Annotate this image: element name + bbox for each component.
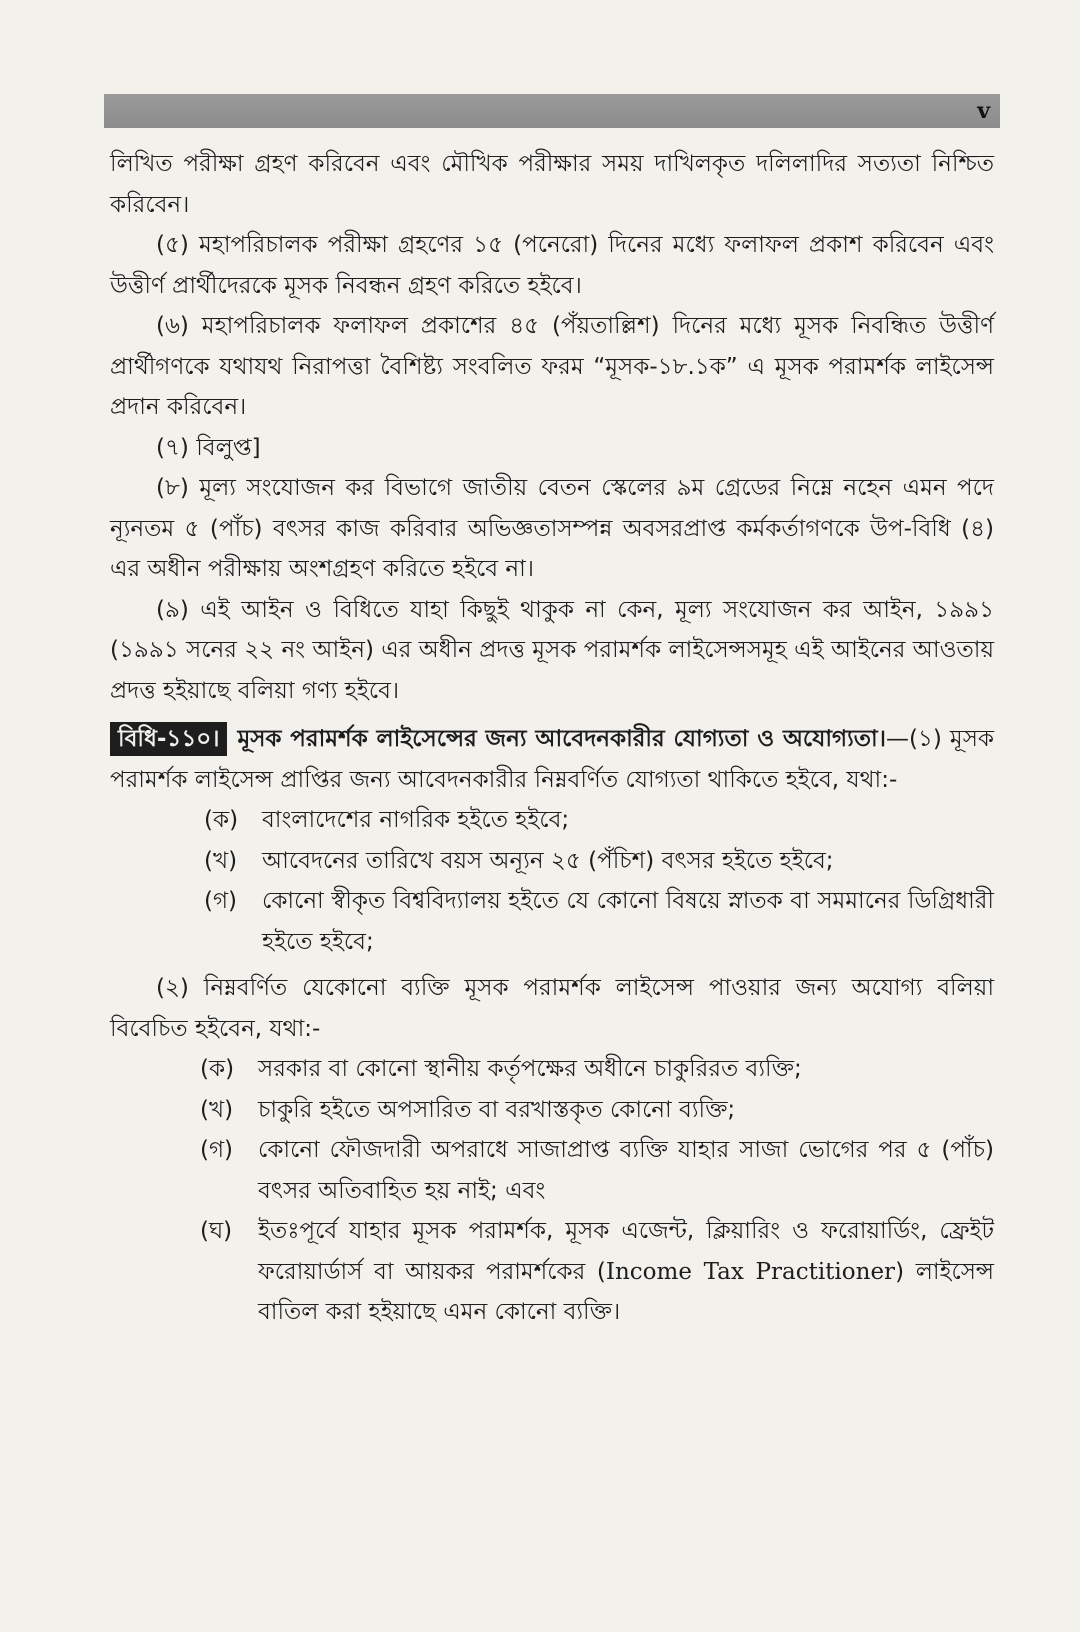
list-marker: (গ) [204, 888, 238, 914]
list-item [110, 841, 994, 882]
list-marker: (ক) [204, 807, 239, 833]
list-marker: (ঘ) [200, 1218, 233, 1244]
rule-110-heading [110, 719, 994, 800]
sub-rule-6: (৬) মহাপরিচালক ফলাফল প্রকাশের ৪৫ (পঁয়তাল্লিশ) দিনের মধ্যে মূসক নিবন্ধিত উত্তীর্ণ প্রার্থীগণকে যথাযথ নিরাপত্তা বৈশিষ্ট্য সংবলিত ফরম “মূসক-১৮.১ক” এ মূসক পরামর্শক লাইসেন্স প্রদান করিবেন। [110, 313, 994, 420]
sub-rule-8: (৮) মূল্য সংযোজন কর বিভাগে জাতীয় বেতন স্কেলের ৯ম গ্রেডের নিম্নে নহেন এমন পদে ন্যূনতম ৫ (পাঁচ) বৎসর কাজ করিবার অভিজ্ঞতাসম্পন্ন অবসরপ্রাপ্ত কর্মকর্তাগণকে উপ-বিধি (৪) এর অধীন পরীক্ষায় অংশগ্রহণ করিতে হইবে না। [110, 475, 994, 582]
continued-paragraph: লিখিত পরীক্ষা গ্রহণ করিবেন এবং মৌখিক পরীক্ষার সময় দাখিলকৃত দলিলাদির সত্যতা নিশ্চিত করিবেন। [110, 151, 994, 218]
disqualification-text: চাকুরি হইতে অপসারিত বা বরখাস্তকৃত কোনো ব্যক্তি; [258, 1096, 736, 1123]
list-item [110, 1090, 994, 1131]
list-item [110, 1049, 994, 1090]
list-item [110, 1211, 994, 1333]
list-item [110, 1130, 994, 1211]
list-item [110, 881, 994, 962]
page-number: v [977, 98, 990, 124]
list-marker: (ক) [200, 1056, 235, 1082]
sub-rule-7: (৭) বিলুপ্ত] [156, 434, 261, 461]
disqualification-text [258, 1211, 994, 1333]
qualification-text: বাংলাদেশের নাগরিক হইতে হইবে; [262, 807, 570, 833]
list-item [110, 800, 994, 841]
running-header-bar [104, 94, 1000, 128]
item-text-part: ইতঃপূর্বে যাহার মূসক পরামর্শক, মূসক এজেন্ট, ক্লিয়ারিং ও ফরোয়ার্ডিং, ফ্রেইট ফরোয়ার্ডার্স বা আয়কর পরামর্শকের ( [258, 1218, 994, 1285]
disqualification-text: কোনো ফৌজদারী অপরাধে সাজাপ্রাপ্ত ব্যক্তি যাহার সাজা ভোগের পর ৫ (পাঁচ) বৎসর অতিবাহিত হয় নাই; এবং [258, 1137, 994, 1204]
qualification-text: কোনো স্বীকৃত বিশ্ববিদ্যালয় হইতে যে কোনো বিষয়ে স্নাতক বা সমমানের ডিগ্রিধারী হইতে হইবে; [262, 888, 994, 955]
sub-rule-9: (৯) এই আইন ও বিধিতে যাহা কিছুই থাকুক না কেন, মূল্য সংযোজন কর আইন, ১৯৯১ (১৯৯১ সনের ২২ নং আইন) এর অধীন প্রদত্ত মূসক পরামর্শক লাইসেন্সসমূহ এই আইনের আওতায় প্রদত্ত হইয়াছে বলিয়া গণ্য হইবে। [110, 596, 994, 704]
sub-rule-110-2: (২) নিম্নবর্ণিত যেকোনো ব্যক্তি মূসক পরামর্শক লাইসেন্স পাওয়ার জন্য অযোগ্য বলিয়া বিবেচিত হইবেন, যথা:- [110, 975, 994, 1042]
sub-rule-5: (৫) মহাপরিচালক পরীক্ষা গ্রহণের ১৫ (পনেরো) দিনের মধ্যে ফলাফল প্রকাশ করিবেন এবং উত্তীর্ণ প্রার্থীদেরকে মূসক নিবন্ধন গ্রহণ করিতে হইবে। [110, 232, 994, 299]
page-content [110, 144, 994, 1333]
rule-110-intro: —(১) মূসক পরামর্শক লাইসেন্স প্রাপ্তির জন্য আবেদনকারীর নিম্নবর্ণিত যোগ্যতা থাকিতে হইবে, যথা:- [110, 726, 994, 793]
list-marker: (খ) [200, 1096, 234, 1123]
qualification-text: আবেদনের তারিখে বয়স অন্যূন ২৫ (পঁচিশ) বৎসর হইতে হইবে; [262, 847, 834, 874]
list-marker: (গ) [200, 1137, 234, 1163]
english-term: Income Tax Practitioner [605, 1258, 896, 1285]
item-text-part: ) লাইসেন্স বাতিল করা হইয়াছে এমন কোনো ব্যক্তি। [258, 1258, 995, 1325]
list-marker: (খ) [204, 847, 238, 874]
rule-110-badge: বিধি-১১০। [110, 722, 227, 756]
disqualification-text: সরকার বা কোনো স্থানীয় কর্তৃপক্ষের অধীনে চাকুরিরত ব্যক্তি; [258, 1056, 802, 1082]
rule-110-title: মূসক পরামর্শক লাইসেন্সের জন্য আবেদনকারীর যোগ্যতা ও অযোগ্যতা। [237, 726, 886, 752]
